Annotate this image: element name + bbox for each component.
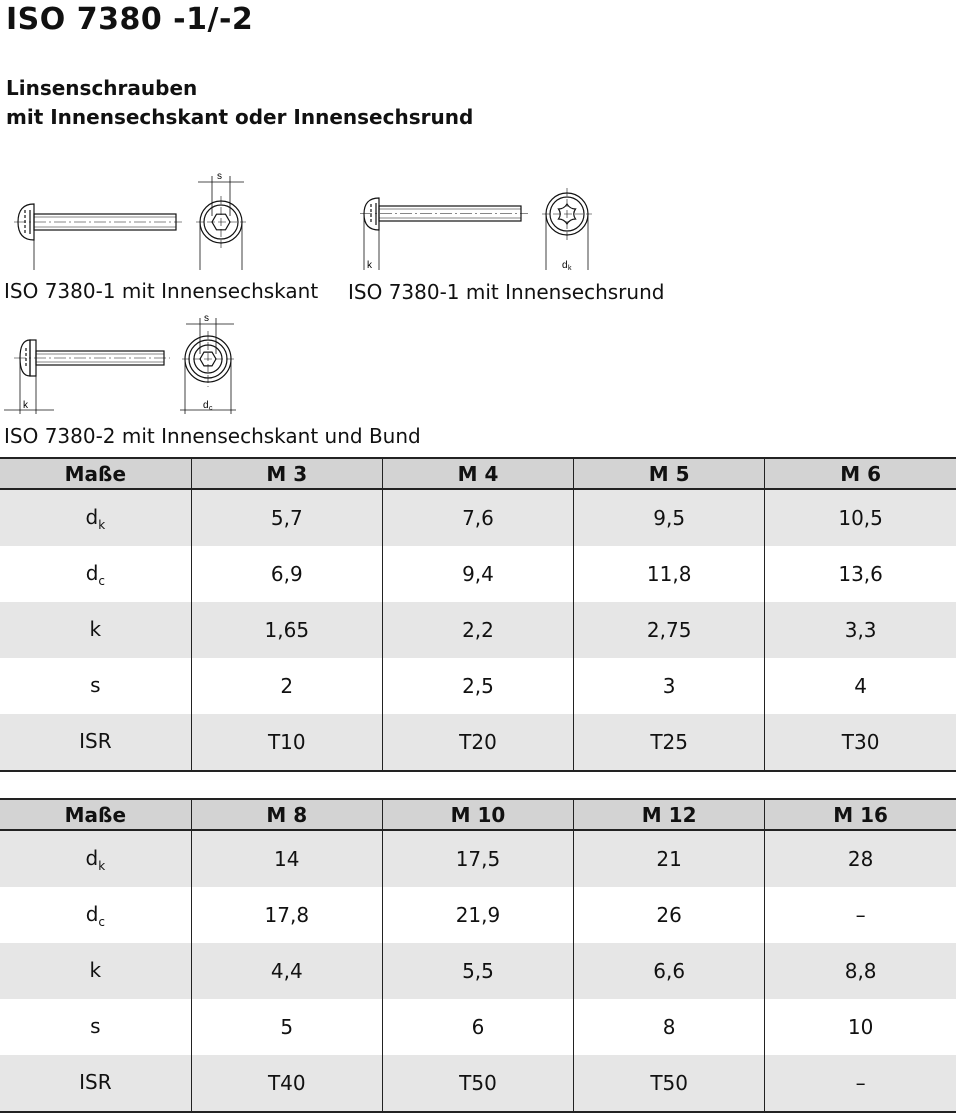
table-cell: 28 xyxy=(765,830,956,887)
dimension-table-1 xyxy=(0,457,956,772)
dim-label-d: d xyxy=(562,260,568,271)
dimension-table-2 xyxy=(0,798,956,1113)
caption-fig3: ISO 7380-2 mit Innensechskant und Bund xyxy=(4,424,421,448)
table-cell: 5 xyxy=(191,999,382,1055)
table-cell: 6 xyxy=(382,999,573,1055)
table-cell: 21 xyxy=(574,830,765,887)
table-cell: 17,8 xyxy=(191,887,382,943)
table-cell: T25 xyxy=(574,714,765,771)
table-cell: 2,5 xyxy=(382,658,573,714)
table-row xyxy=(0,489,956,546)
row-symbol: $d_k$ xyxy=(0,830,191,887)
table-cell: 26 xyxy=(574,887,765,943)
figure-iso7380-1-torx xyxy=(356,180,596,272)
row-symbol: s xyxy=(90,672,101,697)
table-cell: T50 xyxy=(382,1055,573,1112)
table-header-row xyxy=(0,799,956,830)
table-cell: 9,4 xyxy=(382,546,573,602)
dim-label-k: k xyxy=(367,260,372,271)
table-cell: 14 xyxy=(191,830,382,887)
row-symbol: s xyxy=(90,1013,101,1038)
table-cell: 8 xyxy=(574,999,765,1055)
table-cell: 10 xyxy=(765,999,956,1055)
table-cell: 11,8 xyxy=(574,546,765,602)
table-cell: 6,6 xyxy=(574,943,765,999)
dim-label-d: d xyxy=(203,400,209,411)
header-cell: M 6 xyxy=(765,458,956,489)
header-cell: Maße xyxy=(0,799,191,830)
table-row xyxy=(0,602,956,658)
subtitle-line-2: mit Innensechskant oder Innensechsrund xyxy=(6,105,474,129)
row-symbol: ISR xyxy=(0,1055,191,1112)
table-row xyxy=(0,1055,956,1112)
table-row xyxy=(0,943,956,999)
table-cell: 2,2 xyxy=(382,602,573,658)
table-cell: – xyxy=(765,887,956,943)
table-cell: 1,65 xyxy=(191,602,382,658)
table-cell: 2,75 xyxy=(574,602,765,658)
table-cell: 9,5 xyxy=(574,489,765,546)
screw-drawing-torx xyxy=(356,180,596,272)
table-cell: 13,6 xyxy=(765,546,956,602)
caption-fig1: ISO 7380-1 mit Innensechskant xyxy=(4,279,319,303)
header-cell: M 4 xyxy=(382,458,573,489)
table-cell: 21,9 xyxy=(382,887,573,943)
table-row xyxy=(0,714,956,771)
row-symbol: $d_c$ xyxy=(85,901,105,929)
table-cell: 3,3 xyxy=(765,602,956,658)
figure-iso7380-2-hex-collar xyxy=(4,314,244,416)
table-cell: 5,7 xyxy=(191,489,382,546)
table-cell: 6,9 xyxy=(191,546,382,602)
table-row xyxy=(0,887,956,943)
header-cell: M 5 xyxy=(574,458,765,489)
page-subtitle xyxy=(6,74,473,132)
row-symbol: $d_c$ xyxy=(85,560,105,588)
row-symbol: k xyxy=(0,943,191,999)
page-title: ISO 7380 -1/-2 xyxy=(6,2,254,37)
table-row xyxy=(0,830,956,887)
row-symbol: $d_k$ xyxy=(0,489,191,546)
table-cell: 8,8 xyxy=(765,943,956,999)
row-symbol: k xyxy=(0,602,191,658)
table-row xyxy=(0,658,956,714)
table-cell: T20 xyxy=(382,714,573,771)
table-row xyxy=(0,546,956,602)
dim-label-d-sub: c xyxy=(209,405,213,412)
header-cell: M 12 xyxy=(574,799,765,830)
header-cell: Maße xyxy=(0,458,191,489)
table-cell: 2 xyxy=(191,658,382,714)
table-cell: T30 xyxy=(765,714,956,771)
dim-label-s: s xyxy=(217,171,222,182)
table-cell: 4,4 xyxy=(191,943,382,999)
dim-label-d-sub: k xyxy=(568,265,572,272)
table-cell: 3 xyxy=(574,658,765,714)
table-cell: 10,5 xyxy=(765,489,956,546)
header-cell: M 16 xyxy=(765,799,956,830)
table-cell: T10 xyxy=(191,714,382,771)
screw-drawing-hex-collar xyxy=(4,314,244,416)
subtitle-line-1: Linsenschrauben xyxy=(6,76,198,100)
table-cell: 4 xyxy=(765,658,956,714)
table-cell: 5,5 xyxy=(382,943,573,999)
table-cell: 7,6 xyxy=(382,489,573,546)
dim-label-s: s xyxy=(204,314,209,324)
caption-fig2: ISO 7380-1 mit Innensechsrund xyxy=(348,280,665,304)
header-cell: M 8 xyxy=(191,799,382,830)
row-symbol: ISR xyxy=(0,714,191,771)
table-header-row xyxy=(0,458,956,489)
table-row xyxy=(0,999,956,1055)
table-cell: T40 xyxy=(191,1055,382,1112)
table-cell: – xyxy=(765,1055,956,1112)
screw-drawing-hex xyxy=(14,170,254,272)
header-cell: M 3 xyxy=(191,458,382,489)
dim-label-k: k xyxy=(23,400,28,411)
figure-iso7380-1-hex xyxy=(14,170,254,272)
table-cell: T50 xyxy=(574,1055,765,1112)
table-cell: 17,5 xyxy=(382,830,573,887)
header-cell: M 10 xyxy=(382,799,573,830)
